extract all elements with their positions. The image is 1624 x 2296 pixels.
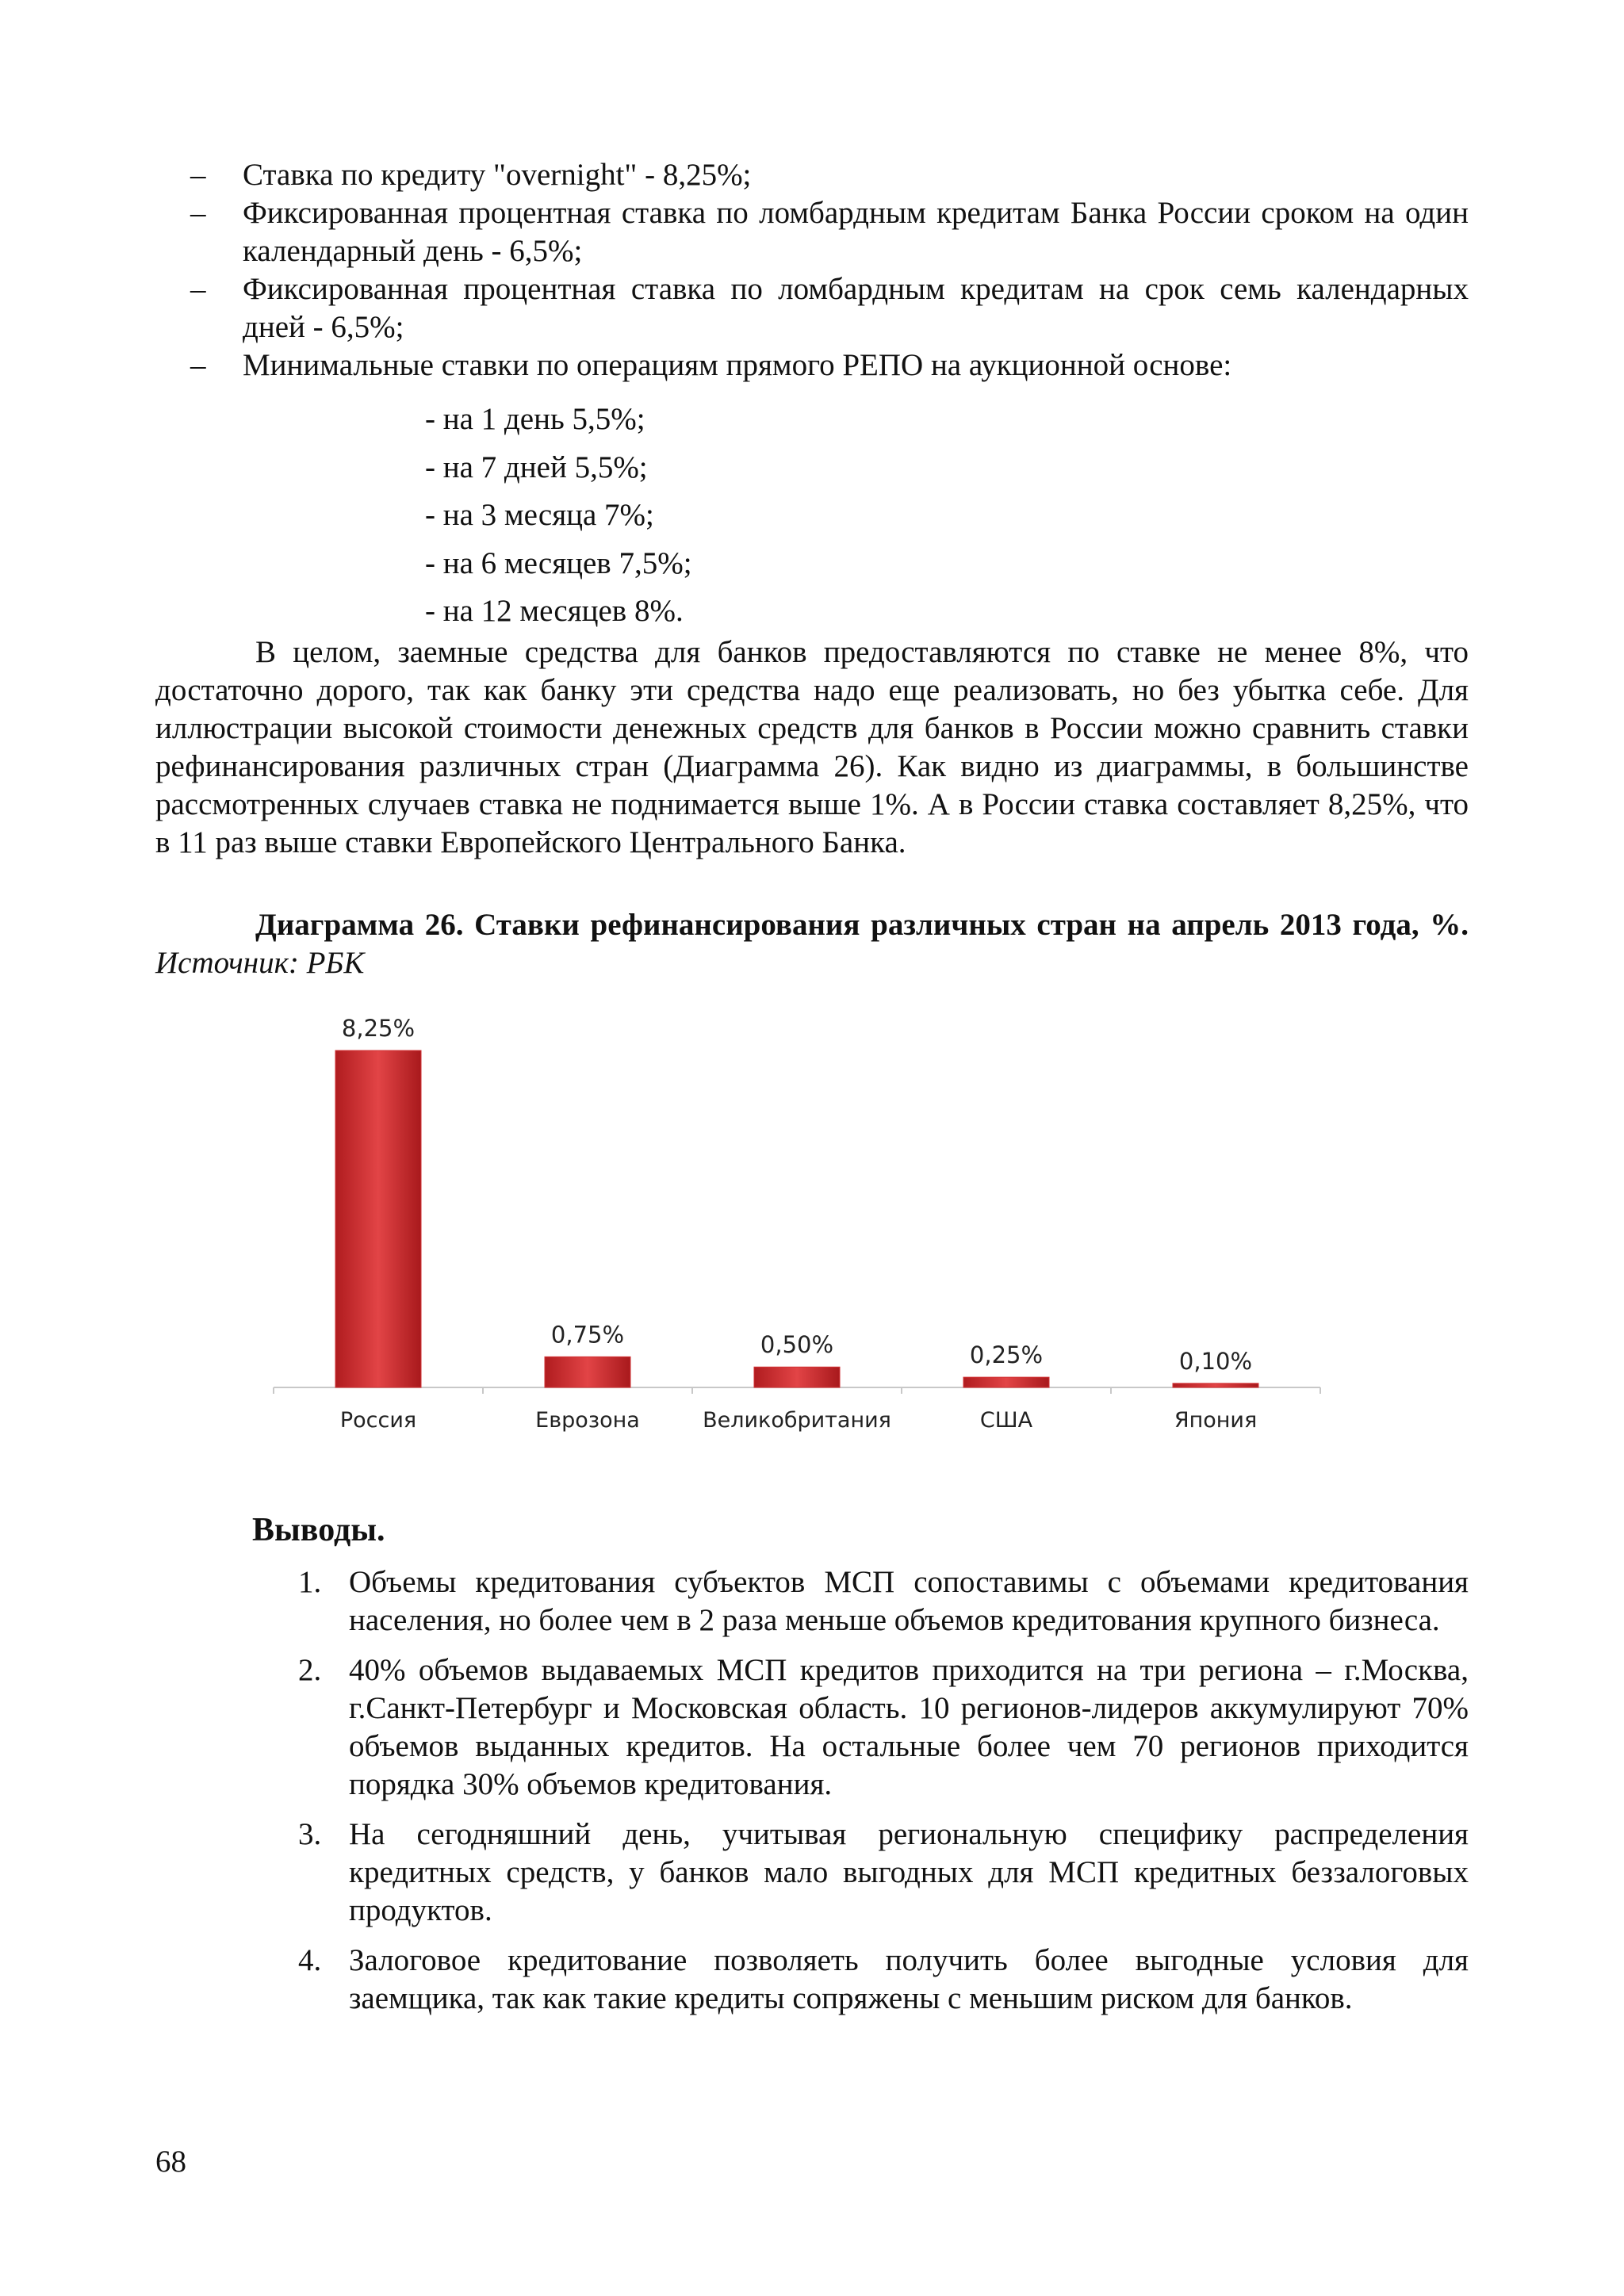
rates-list xyxy=(190,156,1469,385)
bar-2 xyxy=(754,1367,840,1387)
bar-1 xyxy=(545,1357,630,1387)
bar-0 xyxy=(335,1050,421,1387)
conclusion-item xyxy=(298,1816,1469,1930)
bar-3 xyxy=(963,1377,1049,1387)
category-label-4: Япония xyxy=(1174,1408,1258,1433)
conclusion-number: 4. xyxy=(298,1943,322,1977)
conclusions-heading: Выводы. xyxy=(252,1512,385,1548)
repo-rate-6-months: - на 6 месяцев 7,5%; xyxy=(425,545,692,580)
category-label-1: Еврозона xyxy=(535,1408,640,1433)
category-label-3: США xyxy=(979,1408,1033,1433)
refinancing-rates-chart xyxy=(238,995,1348,1451)
repo-rate-3-months: - на 3 месяца 7%; xyxy=(425,498,654,532)
conclusion-item xyxy=(298,1942,1469,2018)
conclusion-item xyxy=(298,1651,1469,1804)
body-paragraph: В целом, заемные средства для банков предоставляются по ставке не менее 8%, что достаточно дорого, так как банку эти средства надо еще реализовать, но без убытка себе. Для иллюстрации высокой стоимости денежных средств для банков в России можно сравнить ставки рефинансирования различных стран (Диаграмма 26). Как видно из диаграммы, в большинстве рассмотренных случаев ставка не поднимается выше 1%. А в России ставка составляет 8,25%, что в 11 раз выше ставки Европейского Центрального Банка. xyxy=(155,635,1469,859)
data-label-0: 8,25% xyxy=(341,1015,416,1042)
chart-caption xyxy=(155,906,1469,982)
category-label-2: Великобритания xyxy=(703,1408,891,1433)
page-number: 68 xyxy=(155,2145,186,2179)
conclusion-number: 2. xyxy=(298,1653,322,1687)
category-label-0: Россия xyxy=(339,1408,417,1433)
conclusions-list xyxy=(298,1563,1469,2030)
rate-item-lombard-7-days: – Фиксированная процентная ставка по ломбардным кредитам на срок семь календарных дней - 6,5%; xyxy=(190,270,1469,346)
conclusion-item xyxy=(298,1563,1469,1640)
repo-rate-1-day: - на 1 день 5,5%; xyxy=(425,402,645,436)
rate-item-overnight: – Ставка по кредиту "overnight" - 8,25%; xyxy=(190,156,1469,194)
repo-rates-list xyxy=(425,400,692,641)
chart-caption-source: Источник: РБК xyxy=(155,946,365,980)
data-label-4: 0,10% xyxy=(1178,1347,1253,1375)
chart-caption-title: Диаграмма 26. Ставки рефинансирования различных стран на апрель 2013 года, %. xyxy=(255,908,1469,942)
data-label-2: 0,50% xyxy=(760,1331,834,1359)
rate-item-repo: – Минимальные ставки по операциям прямого РЕПО на аукционной основе: xyxy=(190,346,1469,385)
conclusion-text: 40% объемов выдаваемых МСП кредитов приходится на три региона – г.Москва, г.Санкт-Петербург и Московская область. 10 регионов-лидеров аккумулируют 70% объемов выданных кредитов. На остальные более чем 70 регионов приходится порядка 30% объемов кредитования. xyxy=(349,1653,1469,1801)
repo-rate-12-months: - на 12 месяцев 8%. xyxy=(425,594,684,628)
conclusion-text: Объемы кредитования субъектов МСП сопоставимы с объемами кредитования населения, но более чем в 2 раза меньше объемов кредитования крупного бизнеса. xyxy=(349,1565,1469,1637)
bar-4 xyxy=(1173,1383,1258,1387)
data-label-1: 0,75% xyxy=(550,1321,625,1349)
data-label-3: 0,25% xyxy=(969,1341,1044,1369)
rate-item-lombard-1-day: – Фиксированная процентная ставка по ломбардным кредитам Банка России сроком на один календарный день - 6,5%; xyxy=(190,194,1469,270)
conclusion-text: Залоговое кредитование позволяеть получить более выгодные условия для заемщика, так как такие кредиты сопряжены с меньшим риском для банков. xyxy=(349,1943,1469,2015)
conclusion-number: 1. xyxy=(298,1565,322,1599)
conclusion-text: На сегодняшний день, учитывая региональную специфику распределения кредитных средств, у банков мало выгодных для МСП кредитных беззалоговых продуктов. xyxy=(349,1817,1469,1927)
conclusion-number: 3. xyxy=(298,1817,322,1851)
repo-rate-7-days: - на 7 дней 5,5%; xyxy=(425,450,648,484)
